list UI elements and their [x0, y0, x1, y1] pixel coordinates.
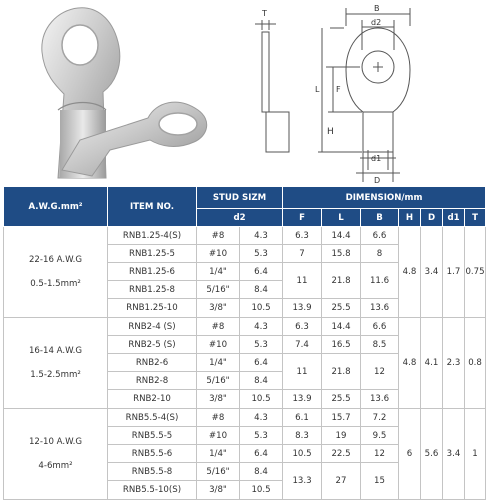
- d-cell: 3.4: [421, 227, 443, 318]
- stud-cell: 1/4": [197, 263, 240, 281]
- item-cell: RNB5.5-4(S): [108, 409, 197, 427]
- stud-cell: #8: [197, 318, 240, 336]
- l-cell: 21.8: [322, 354, 361, 390]
- l-cell: 15.7: [322, 409, 361, 427]
- b-cell: 6.6: [361, 318, 399, 336]
- product-figure: [0, 0, 488, 186]
- f-cell: 6.1: [283, 409, 322, 427]
- d2-cell: 4.3: [240, 318, 283, 336]
- header-b: B: [361, 209, 399, 227]
- d2-cell: 5.3: [240, 427, 283, 445]
- l-cell: 22.5: [322, 445, 361, 463]
- l-cell: 27: [322, 463, 361, 500]
- b-cell: 12: [361, 354, 399, 390]
- stud-cell: 1/4": [197, 354, 240, 372]
- header-f: F: [283, 209, 322, 227]
- stud-cell: 3/8": [197, 390, 240, 409]
- item-cell: RNB5.5-8: [108, 463, 197, 481]
- b-cell: 6.6: [361, 227, 399, 245]
- t-cell: 0.75: [465, 227, 486, 318]
- item-cell: RNB1.25-6: [108, 263, 197, 281]
- d2-cell: 8.4: [240, 281, 283, 299]
- item-cell: RNB2-10: [108, 390, 197, 409]
- f-cell: 13.9: [283, 390, 322, 409]
- f-cell: 13.3: [283, 463, 322, 500]
- dim-label-L: L: [315, 85, 320, 94]
- d2-cell: 4.3: [240, 409, 283, 427]
- b-cell: 13.6: [361, 299, 399, 318]
- h-cell: 4.8: [399, 227, 421, 318]
- item-cell: RNB1.25-5: [108, 245, 197, 263]
- table-row: [4, 227, 486, 245]
- b-cell: 12: [361, 445, 399, 463]
- header-awg: A.W.G.mm²: [4, 187, 108, 227]
- top-view-drawing: [318, 8, 410, 182]
- b-cell: 9.5: [361, 427, 399, 445]
- f-cell: 6.3: [283, 227, 322, 245]
- d2-cell: 6.4: [240, 354, 283, 372]
- f-cell: 11: [283, 354, 322, 390]
- b-cell: 15: [361, 463, 399, 500]
- header-d: D: [421, 209, 443, 227]
- stud-cell: 5/16": [197, 281, 240, 299]
- stud-cell: 5/16": [197, 372, 240, 390]
- awg-cell: 22-16 A.W.G 0.5-1.5mm²: [4, 227, 108, 318]
- dim-label-d1: d1: [371, 154, 382, 163]
- d2-cell: 10.5: [240, 299, 283, 318]
- header-stud-size: STUD SIZM: [197, 187, 283, 209]
- l-cell: 14.4: [322, 227, 361, 245]
- l-cell: 15.8: [322, 245, 361, 263]
- l-cell: 19: [322, 427, 361, 445]
- item-cell: RNB2-6: [108, 354, 197, 372]
- f-cell: 8.3: [283, 427, 322, 445]
- d1-cell: 2.3: [443, 318, 465, 409]
- d2-cell: 5.3: [240, 245, 283, 263]
- table-row: [4, 318, 486, 336]
- b-cell: 8: [361, 245, 399, 263]
- h-cell: 4.8: [399, 318, 421, 409]
- l-cell: 16.5: [322, 336, 361, 354]
- dim-label-T: T: [262, 9, 267, 18]
- item-cell: RNB5.5-6: [108, 445, 197, 463]
- l-cell: 25.5: [322, 299, 361, 318]
- stud-cell: #10: [197, 245, 240, 263]
- d2-cell: 8.4: [240, 372, 283, 390]
- f-cell: 6.3: [283, 318, 322, 336]
- d2-cell: 6.4: [240, 263, 283, 281]
- f-cell: 7: [283, 245, 322, 263]
- header-t: T: [465, 209, 486, 227]
- d2-cell: 4.3: [240, 227, 283, 245]
- item-cell: RNB5.5-10(S): [108, 481, 197, 500]
- header-d1: d1: [443, 209, 465, 227]
- table-row: [4, 409, 486, 427]
- b-cell: 8.5: [361, 336, 399, 354]
- header-item-no: ITEM NO.: [108, 187, 197, 227]
- b-cell: 13.6: [361, 390, 399, 409]
- d1-cell: 3.4: [443, 409, 465, 500]
- stud-cell: 3/8": [197, 481, 240, 500]
- dim-label-d2: d2: [371, 18, 382, 27]
- t-cell: 0.8: [465, 318, 486, 409]
- awg-cell: 12-10 A.W.G 4-6mm²: [4, 409, 108, 500]
- stud-cell: #10: [197, 427, 240, 445]
- d-cell: 5.6: [421, 409, 443, 500]
- f-cell: 13.9: [283, 299, 322, 318]
- item-cell: RNB1.25-8: [108, 281, 197, 299]
- f-cell: 11: [283, 263, 322, 299]
- dim-label-H: H: [327, 127, 334, 137]
- d-cell: 4.1: [421, 318, 443, 409]
- stud-cell: #10: [197, 336, 240, 354]
- dim-label-B: B: [374, 4, 380, 13]
- d2-cell: 10.5: [240, 481, 283, 500]
- d2-cell: 10.5: [240, 390, 283, 409]
- header-d2: d2: [197, 209, 283, 227]
- stud-cell: #8: [197, 227, 240, 245]
- awg-cell: 16-14 A.W.G 1.5-2.5mm²: [4, 318, 108, 409]
- f-cell: 7.4: [283, 336, 322, 354]
- spec-table: [3, 186, 486, 500]
- l-cell: 21.8: [322, 263, 361, 299]
- h-cell: 6: [399, 409, 421, 500]
- header-l: L: [322, 209, 361, 227]
- stud-cell: 5/16": [197, 463, 240, 481]
- item-cell: RNB5.5-5: [108, 427, 197, 445]
- dim-label-F: F: [336, 85, 341, 94]
- stud-cell: 1/4": [197, 445, 240, 463]
- item-cell: RNB2-5 (S): [108, 336, 197, 354]
- d2-cell: 5.3: [240, 336, 283, 354]
- l-cell: 14.4: [322, 318, 361, 336]
- t-cell: 1: [465, 409, 486, 500]
- stud-cell: #8: [197, 409, 240, 427]
- dim-label-D: D: [374, 176, 381, 185]
- l-cell: 25.5: [322, 390, 361, 409]
- item-cell: RNB1.25-10: [108, 299, 197, 318]
- d1-cell: 1.7: [443, 227, 465, 318]
- item-cell: RNB2-4 (S): [108, 318, 197, 336]
- header-dimension: DIMENSION/mm: [283, 187, 486, 209]
- header-h: H: [399, 209, 421, 227]
- side-view-drawing: [255, 20, 289, 152]
- item-cell: RNB2-8: [108, 372, 197, 390]
- d2-cell: 8.4: [240, 463, 283, 481]
- b-cell: 11.6: [361, 263, 399, 299]
- b-cell: 7.2: [361, 409, 399, 427]
- d2-cell: 6.4: [240, 445, 283, 463]
- item-cell: RNB1.25-4(S): [108, 227, 197, 245]
- f-cell: 10.5: [283, 445, 322, 463]
- stud-cell: 3/8": [197, 299, 240, 318]
